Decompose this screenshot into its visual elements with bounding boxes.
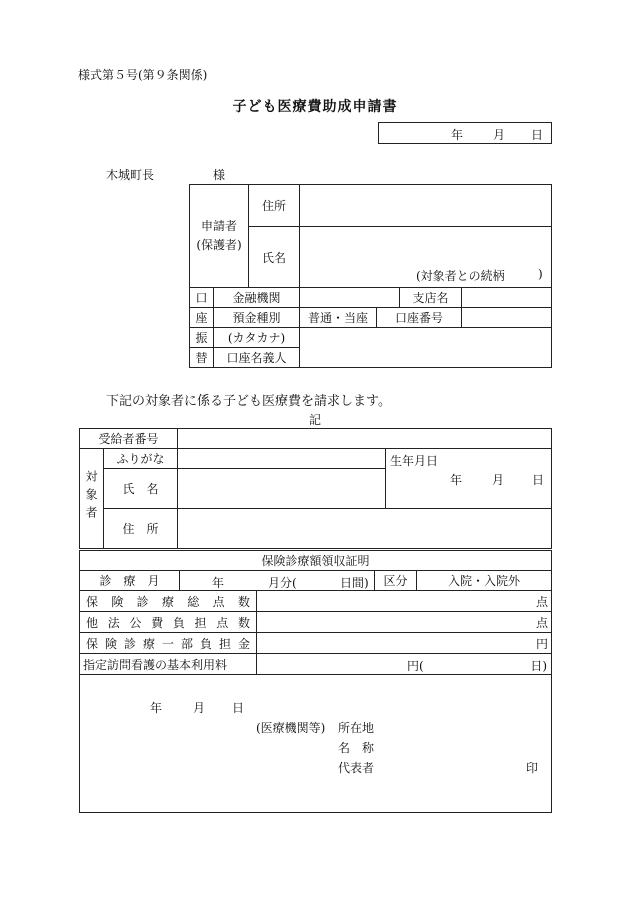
bank-branch-label: 支店名 [400, 288, 462, 308]
visit-nursing-label: 指定訪問看護の基本利用料 [80, 654, 257, 675]
ki-label: 記 [308, 413, 321, 427]
birth-month-label: 月 [492, 473, 505, 487]
bank-institution-field[interactable] [300, 288, 400, 308]
bank-table [189, 287, 552, 368]
bank-deposit-type-label: 預金種別 [214, 308, 300, 328]
visit-day-label: 日) [530, 659, 547, 673]
bank-institution-label: 金融機関 [214, 288, 300, 308]
addressee-town: 木城町長 [106, 168, 155, 182]
institution-prefix: (医療機関等) [256, 721, 326, 735]
copay-amount-label: 保険診療一部負担金 [80, 633, 257, 654]
applicant-address-label: 住所 [249, 185, 300, 227]
subject-side-label-cell [80, 449, 104, 549]
visit-nursing-field[interactable] [257, 654, 552, 675]
page-title: 子ども医療費助成申請書 [232, 99, 398, 115]
public-expense-points-field[interactable]: 点 [257, 612, 552, 633]
bank-deposit-type-value[interactable]: 普通・当座 [300, 308, 377, 328]
birth-day-label: 日 [532, 473, 545, 487]
furigana-label: ふりがな [104, 449, 178, 469]
bank-side-label-4: 替 [190, 348, 214, 368]
division-label: 区分 [375, 571, 417, 591]
cert-day-label: 日 [232, 701, 245, 715]
visit-yen-label: 円( [407, 659, 424, 673]
division-value[interactable]: 入院・入院外 [417, 571, 552, 591]
applicant-guardian-label: (保護者) [196, 238, 242, 252]
date-year-label: 年 [451, 128, 464, 142]
date-month-label: 月 [493, 128, 506, 142]
birthdate-label: 生年月日 [390, 454, 439, 468]
recipient-number-label: 受給者番号 [80, 429, 178, 449]
birth-year-label: 年 [450, 473, 463, 487]
location-label: 所在地 [338, 721, 375, 735]
applicant-address-field[interactable] [300, 185, 552, 227]
applicant-label-cell [190, 185, 249, 288]
relation-label: (対象者との続柄 [416, 269, 505, 283]
treatment-year-label: 年 [212, 576, 225, 590]
certification-box [79, 674, 552, 813]
request-text: 下記の対象者に係る子ども医療費を請求します。 [106, 394, 391, 409]
bank-katakana-label: (カタカナ) [214, 328, 300, 348]
applicant-name-label: 氏名 [249, 227, 300, 288]
form-number: 様式第５号(第９条関係) [78, 68, 208, 82]
treatment-month-field[interactable] [180, 571, 375, 591]
insurance-points-label: 保険診療総点数 [80, 591, 257, 612]
certificate-table [79, 550, 552, 591]
furigana-field[interactable] [178, 449, 386, 469]
cert-year-label: 年 [150, 701, 163, 715]
bank-side-label-2: 座 [190, 308, 214, 328]
subject-address-field[interactable] [178, 509, 552, 549]
bank-holder-label: 口座名義人 [214, 348, 300, 368]
applicant-label: 申請者 [200, 219, 237, 233]
seal-mark: 印 [526, 761, 539, 775]
treatment-month-label: 診 療 月 [80, 571, 180, 591]
applicant-table [189, 184, 552, 288]
bank-account-number-label: 口座番号 [377, 308, 462, 328]
insurance-points-field[interactable]: 点 [257, 591, 552, 612]
subject-name-label: 氏 名 [104, 469, 178, 509]
subject-address-label: 住 所 [104, 509, 178, 549]
certificate-title: 保険診療額領収証明 [80, 551, 552, 571]
birthdate-cell[interactable] [386, 449, 552, 509]
institution-name-label: 名 称 [338, 741, 375, 755]
subject-side-label: 対象者 [84, 470, 98, 524]
copay-amount-field[interactable]: 円 [257, 633, 552, 654]
bank-side-label-1: 口 [190, 288, 214, 308]
bank-account-number-field[interactable] [462, 308, 552, 328]
treatment-month-part: 月分( [268, 576, 297, 590]
bank-branch-field[interactable] [462, 288, 552, 308]
applicant-name-field[interactable] [300, 227, 552, 288]
subject-table [79, 428, 552, 549]
relation-close: ) [538, 267, 543, 281]
cert-month-label: 月 [193, 701, 206, 715]
bank-side-label-3: 振 [190, 328, 214, 348]
recipient-number-field[interactable] [178, 429, 552, 449]
public-expense-points-label: 他法公費負担点数 [80, 612, 257, 633]
representative-label: 代表者 [338, 761, 375, 775]
addressee-honorific: 様 [213, 168, 226, 182]
bank-holder-field[interactable] [300, 328, 552, 368]
amounts-table [79, 590, 552, 675]
date-box[interactable] [378, 122, 552, 144]
treatment-days-label: 日間) [340, 576, 369, 590]
date-day-label: 日 [531, 128, 544, 142]
subject-name-field[interactable] [178, 469, 386, 509]
